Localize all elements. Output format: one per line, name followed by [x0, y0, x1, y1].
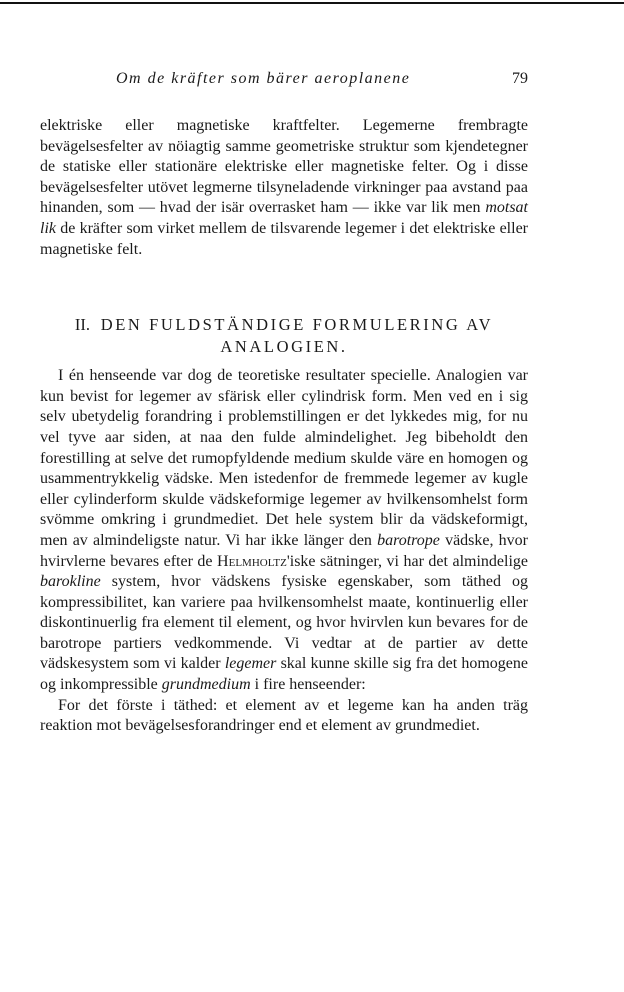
text-run: i fire henseender:	[250, 676, 366, 694]
page-number: 79	[512, 70, 528, 87]
emphasis-barokline: barokline	[40, 573, 101, 591]
top-border-rule	[0, 2, 624, 4]
text-run: skal kunne skille sig fra det homogene og inkompressible	[40, 655, 529, 694]
text-run: 'iske sätninger, vi har det almindelige	[286, 552, 529, 570]
text-run: vädske, hvor hvirvlerne bevares efter de	[40, 531, 528, 570]
emphasis-barotrope: barotrope	[377, 531, 440, 549]
page-content	[40, 116, 528, 737]
page-header	[40, 70, 528, 94]
section-heading	[40, 314, 528, 358]
text-run: system, hvor vädskens fysiske egenskaber, som täthed og kompressibilitet, kan variere paa hvilkensomhelst maate, kontinuerlig eller diskontinuerlig fra element til element, og hvor hvirvlen kun bevares for de barotrope partiers vedkommende. Vi vedtar at de partier av dette vädskesystem som vi kalder	[40, 573, 528, 673]
text-run: elektriske eller magnetiske kraftfelter. Legemerne frembragte bevägelsesfelter av nöiagtig samme geometriske struktur som kjendetegner de statiske eller stationäre elektriske eller magnetiske felter. Og i disse bevägelsesfelter utövet legmerne tilsyneladende virkninger paa avstand paa hinanden, som — hvad der isär overrasket ham — ikke var lik men	[40, 117, 528, 217]
paragraph-density: For det förste i täthed: et element av et legeme kan ha anden träg reaktion mot bevägelsesforandringer end et element av grundmediet.	[40, 696, 528, 735]
emphasis-motsat-lik: motsat lik	[40, 199, 528, 237]
text-run: I én henseende var dog de teoretiske resultater specielle. Analogien var kun bevist for legemer av sfärisk eller cylindrisk form. Men ved en i sig selv ubetydelig forandring i problemstillingen er det lykkedes mig, for nu vel tyve aar siden, at naa den fulde almindelighet. Jeg bibeholdt den forestilling at selve det rumopfyldende medium skulde väre en homogen og usammentrykkelig vädske. Men istedenfor de fremmede legemer av kugle eller cylinderform skulde vädskeformige legemer av hvilkensomhelst form svömme omkring i grundmediet. Det hele system blir da vädskeformigt, men av almindeligste natur. Vi har ikke länger den	[40, 367, 528, 549]
section-title: DEN FULDSTÄNDIGE FORMULERING AV ANALOGIEN.	[100, 315, 494, 357]
text-run: de kräfter som virket mellem de tilsvarende legemer i det elektriske eller magnetiske felt.	[40, 219, 528, 258]
running-title: Om de kräfter som bärer aeroplanene	[116, 70, 411, 87]
emphasis-legemer: legemer	[224, 655, 277, 673]
emphasis-grundmedium: grundmedium	[161, 676, 251, 694]
name-helmholtz: Helmholtz	[217, 552, 287, 570]
paragraph-continued	[40, 116, 528, 260]
section-number: II.	[74, 315, 90, 335]
paragraph-analogy	[40, 366, 528, 696]
